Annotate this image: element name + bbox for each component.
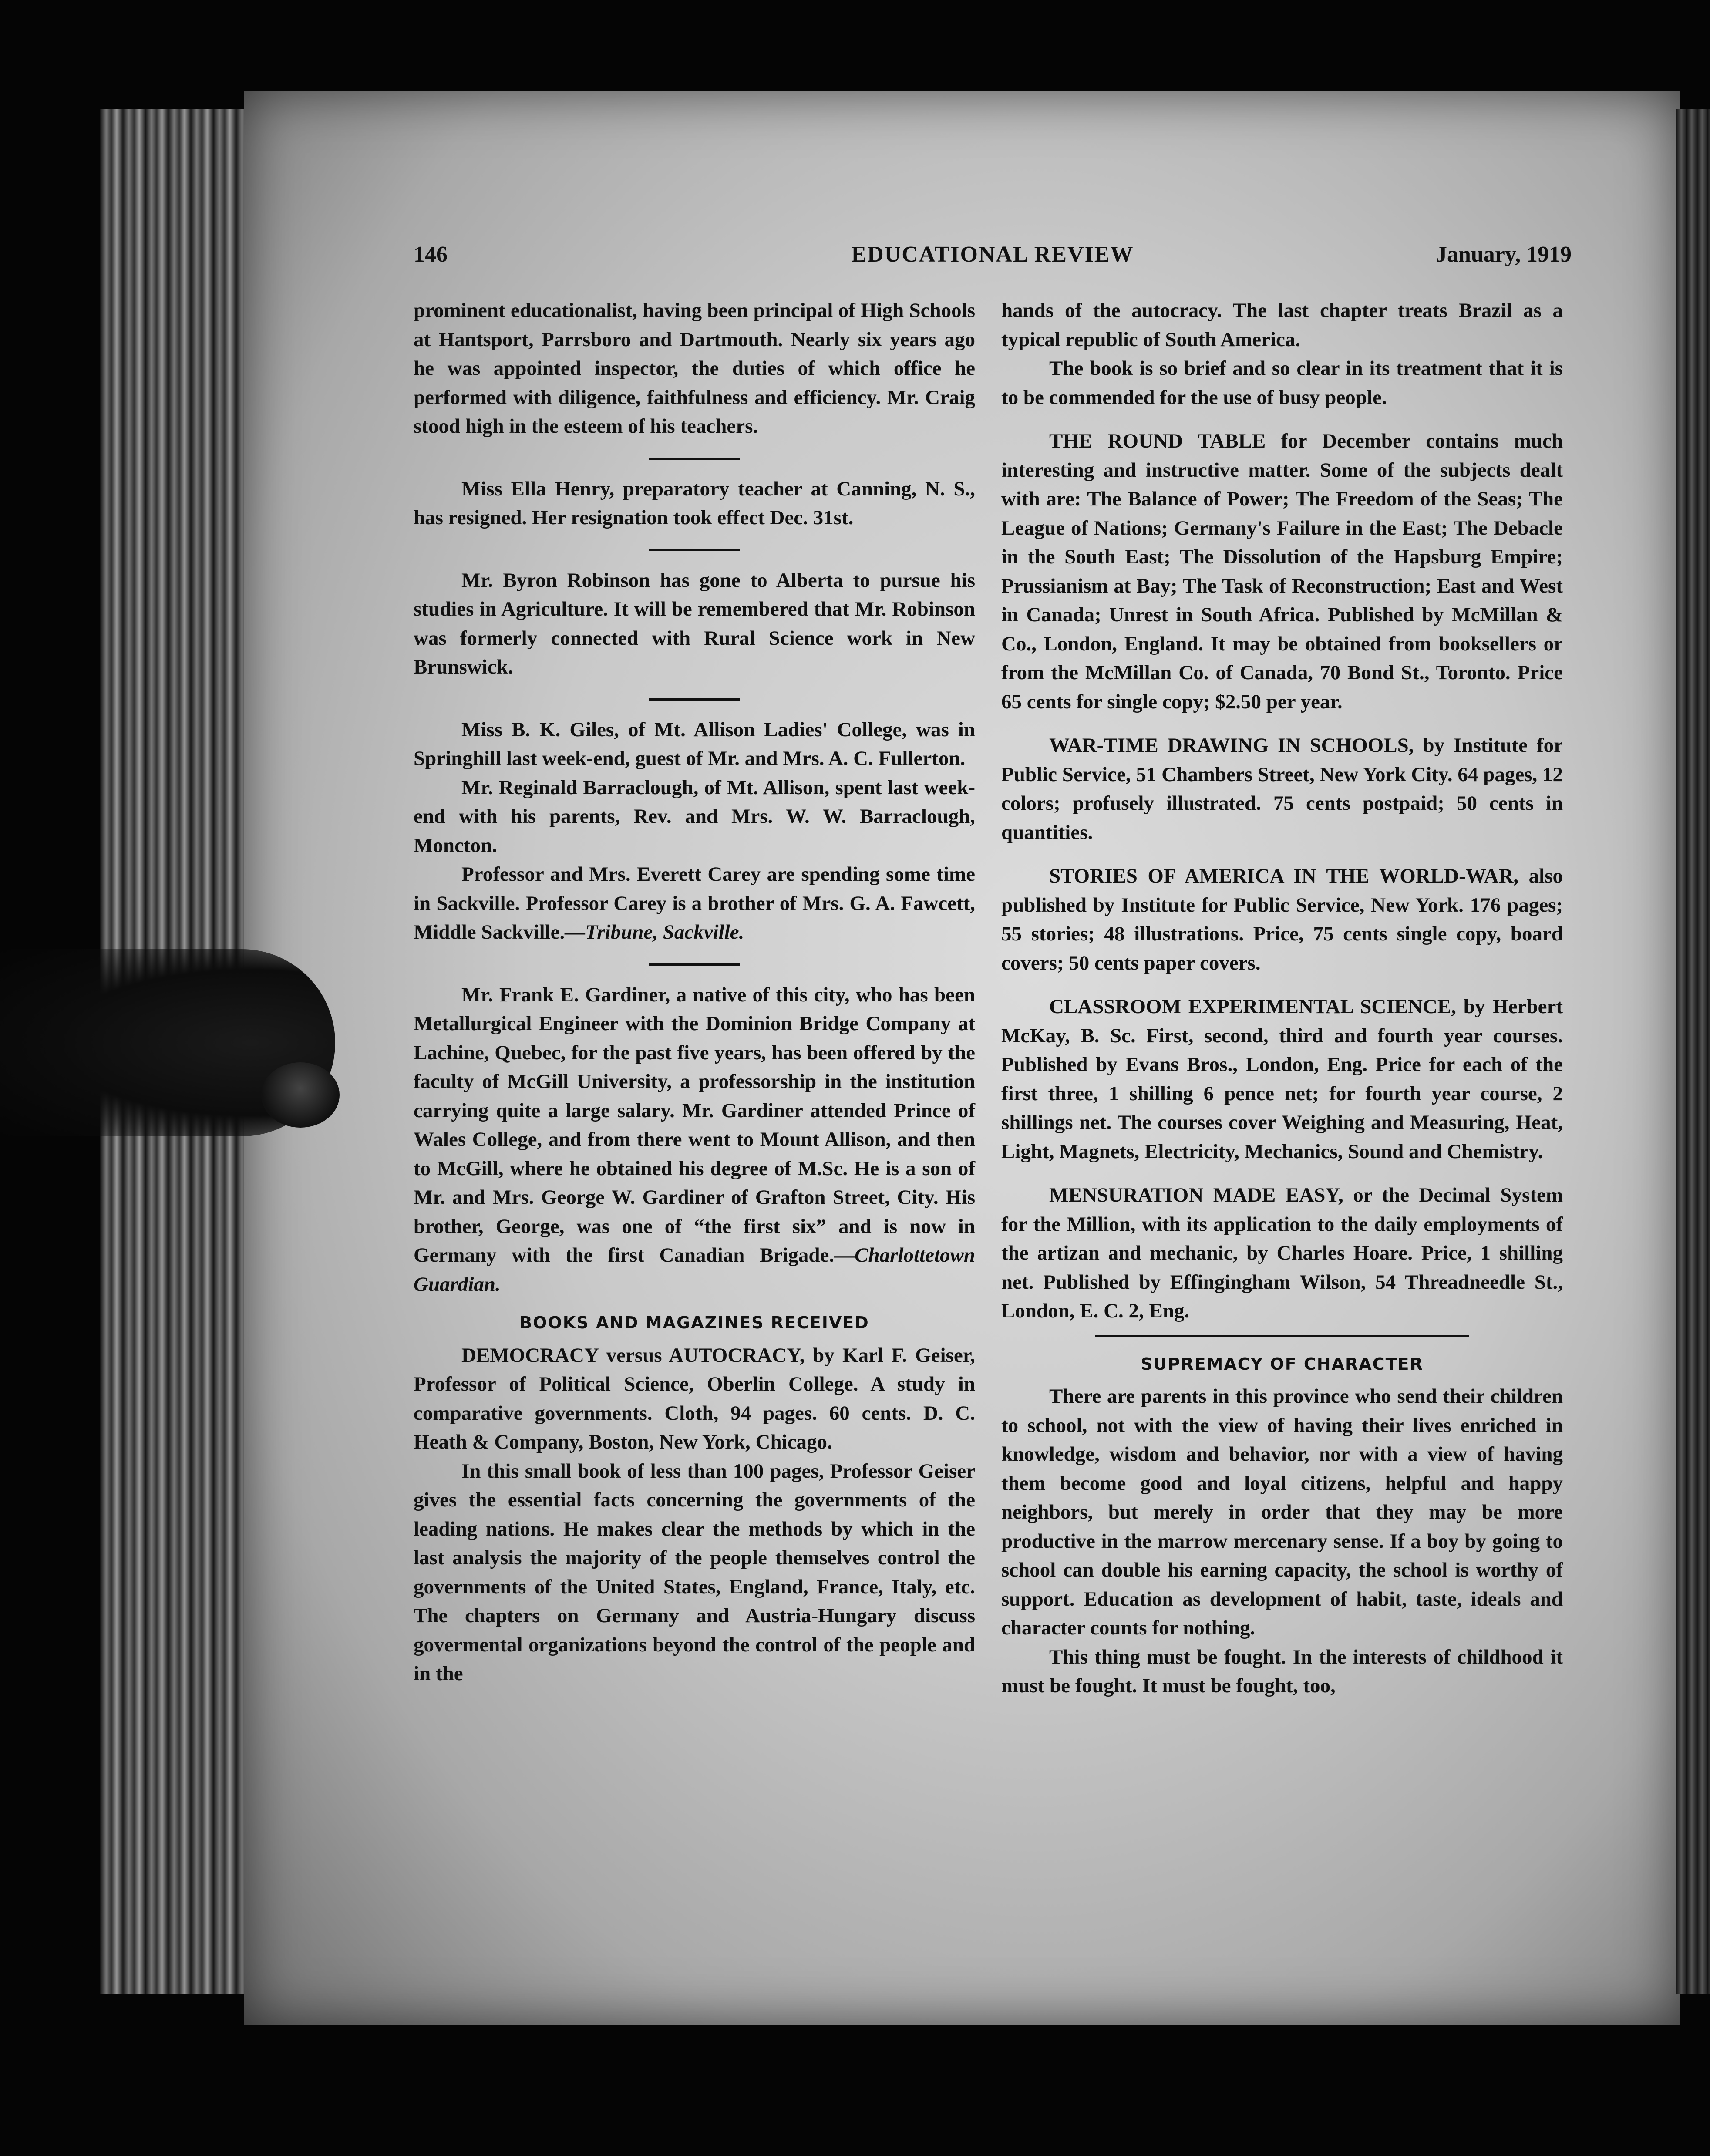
divider xyxy=(649,458,740,460)
page-number: 146 xyxy=(414,242,448,267)
divider xyxy=(649,963,740,966)
paragraph-text: Professor and Mrs. Everett Carey are spending some time in Sackville. Professor Carey is a brother of Mrs. G. A. Fawcett, Middle Sackville. xyxy=(414,863,975,943)
spacer xyxy=(1001,412,1563,427)
spacer xyxy=(1001,716,1563,731)
paragraph: Mr. Reginald Barraclough, of Mt. Allison, spent last week-end with his parents, Rev. and Mrs. W. W. Barraclough, Moncton. xyxy=(414,776,975,857)
paragraph-text: Mr. Frank E. Gardiner, a native of this city, who has been Metallurgical Engineer with the Dominion Bridge Company at Lachine, Quebec, for the past five years, has been offered by the faculty of McGill University, a professorship in the institution carrying quite a large salary. Mr. Gardiner attended Prince of Wales College, and from there went to Mount Allison, and then to McGill, where he obtained his degree of M.Sc. He is a son of Mr. and Mrs. George W. Gardiner of Grafton Street, City. His brother, George, was one of “the first six” and is now in Germany with the first Canadian Brigade. xyxy=(414,983,975,1267)
left-column xyxy=(414,296,975,1688)
paragraph: THE ROUND TABLE for December contains much interesting and instructive matter. Some of the subjects dealt with are: The Balance of Power; The Freedom of the Seas; The League of Nations; Germany's Failure in the East; The Debacle in the South East; The Dissolution of the Hapsburg Empire; Prussianism at Bay; The Task of Reconstruction; East and West in Canada; Unrest in South Africa. Published by McMillan & Co., London, England. It may be obtained from booksellers or from the McMillan Co. of Canada, 70 Bond St., Toronto. Price 65 cents for single copy; $2.50 per year. xyxy=(1001,430,1563,713)
paragraph: STORIES OF AMERICA IN THE WORLD-WAR, also published by Institute for Public Service, New York. 176 pages; 55 stories; 48 illustrations. Price, 75 cents single copy, board covers; 50 cents paper covers. xyxy=(1001,865,1563,974)
paragraph: Mr. Byron Robinson has gone to Alberta to pursue his studies in Agriculture. It will be remembered that Mr. Robinson was formerly connected with Rural Science work in New Brunswick. xyxy=(414,569,975,678)
paragraph: In this small book of less than 100 pages, Professor Geiser gives the essential facts concerning the governments of the leading nations. He makes clear the methods by which in the last analysis the majority of the people themselves control the governments of the United States, England, France, Italy, etc. The chapters on Germany and Austria-Hungary discuss govermental organizations beyond the control of the people and in the xyxy=(414,1459,975,1685)
paragraph: CLASSROOM EXPERIMENTAL SCIENCE, by Herbert McKay, B. Sc. First, second, third and fourth year courses. Published by Evans Bros., London, Eng. Price for each of the first three, 1 shilling 6 pence net; for fourth year course, 2 shillings net. The courses cover Weighing and Measuring, Heat, Light, Magnets, Electricity, Mechanics, Sound and Chemistry. xyxy=(1001,995,1563,1163)
section-heading: SUPREMACY OF CHARACTER xyxy=(1141,1354,1424,1374)
source-credit: —Charlottetown Guardian. xyxy=(414,1244,975,1296)
source-credit: —Tribune, Sackville. xyxy=(565,921,744,943)
divider xyxy=(649,549,740,551)
section-heading: BOOKS AND MAGAZINES RECEIVED xyxy=(519,1313,869,1332)
book-right-edge xyxy=(1676,109,1710,1994)
journal-title: EDUCATIONAL REVIEW xyxy=(851,242,1134,267)
paragraph xyxy=(414,860,975,947)
paragraph: WAR-TIME DRAWING IN SCHOOLS, by Institute for Public Service, 51 Chambers Street, New York City. 64 pages, 12 colors; profusely illustrated. 75 cents postpaid; 50 cents in quantities. xyxy=(1001,734,1563,844)
paragraph: MENSURATION MADE EASY, or the Decimal System for the Million, with its application to the daily employments of the artizan and mechanic, by Charles Hoare. Price, 1 shilling net. Published by Effingingham Wilson, 54 Threadneedle St., London, E. C. 2, Eng. xyxy=(1001,1184,1563,1322)
paragraph: Miss B. K. Giles, of Mt. Allison Ladies' College, was in Springhill last week-end, guest of Mr. and Mrs. A. C. Fullerton. xyxy=(414,718,975,770)
paragraph: Miss Ella Henry, preparatory teacher at Canning, N. S., has resigned. Her resignation took effect Dec. 31st. xyxy=(414,477,975,529)
divider xyxy=(1095,1335,1469,1337)
thumbnail-shadow xyxy=(261,1062,340,1128)
paragraph xyxy=(414,980,975,1299)
spacer xyxy=(1001,1166,1563,1181)
divider xyxy=(649,698,740,701)
spacer xyxy=(1001,977,1563,992)
paragraph: prominent educationalist, having been principal of High Schools at Hantsport, Parrsboro and Dartmouth. Nearly six years ago he was appointed inspector, the duties of which office he performed with diligence, faithfulness and efficiency. Mr. Craig stood high in the esteem of his teachers. xyxy=(414,299,975,438)
spacer xyxy=(1001,847,1563,862)
paragraph: DEMOCRACY versus AUTOCRACY, by Karl F. Geiser, Professor of Political Science, Oberlin College. A study in comparative governments. Cloth, 94 pages. 60 cents. D. C. Heath & Company, Boston, New York, Chicago. xyxy=(414,1344,975,1453)
paragraph: The book is so brief and so clear in its treatment that it is to be commended for the use of busy people. xyxy=(1001,357,1563,409)
right-column xyxy=(1001,296,1563,1701)
issue-date: January, 1919 xyxy=(1435,242,1572,267)
running-header xyxy=(414,242,1572,276)
paragraph: This thing must be fought. In the interests of childhood it must be fought. It must be fought, too, xyxy=(1001,1645,1563,1697)
paragraph: There are parents in this province who send their children to school, not with the view of having their lives enriched in knowledge, wisdom and behavior, nor with a view of having them become good and loyal citizens, helpful and happy neighbors, but merely in order that they may be more productive in the marrow mercenary sense. If a boy by going to school can double his earning capacity, the school is worthy of support. Education as development of habit, taste, ideals and character counts for nothing. xyxy=(1001,1385,1563,1639)
paragraph: hands of the autocracy. The last chapter treats Brazil as a typical republic of South America. xyxy=(1001,299,1563,351)
